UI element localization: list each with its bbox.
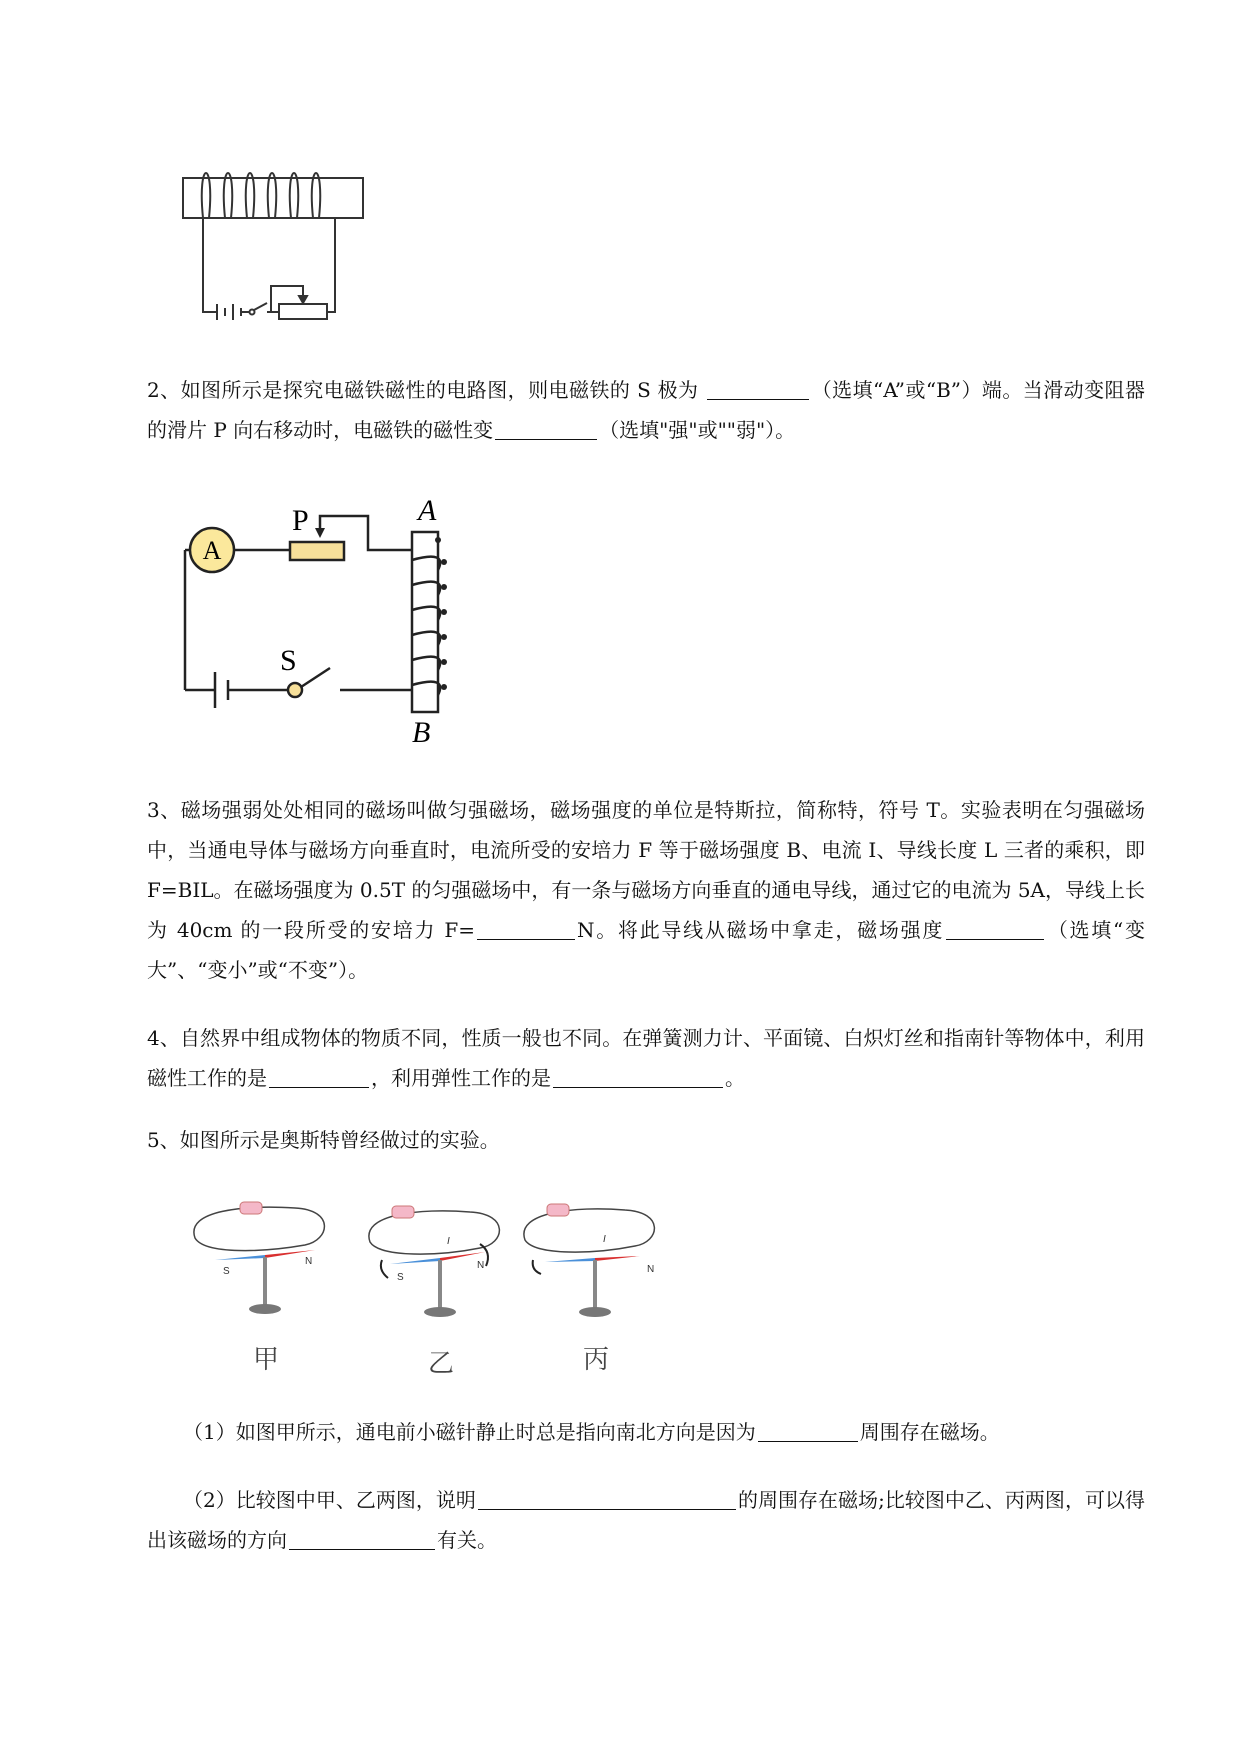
yi-south-label: S [397,1272,404,1283]
q4-text-3: 。 [725,1066,745,1090]
q4-text-2: ，利用弹性工作的是 [371,1066,551,1090]
fig-label-bing: 丙 [583,1345,610,1375]
q5-sub1-text-a: （1）如图甲所示，通电前小磁针静止时总是指向南北方向是因为 [183,1420,756,1444]
q2-text-2: （选填“A”或“B”）端。当滑动变阻器的滑片 P 向右移动时，电磁铁的磁性变 [147,378,1145,442]
bing-north-label: N [647,1264,655,1275]
q3-text-2: N。将此导线从磁场中拿走，磁场强度 [576,918,945,942]
oersted-experiment-figure [185,1200,685,1380]
q2-blank-s-pole[interactable] [707,377,809,400]
fig-label-jia: 甲 [253,1345,280,1375]
q5-subquestion-1 [183,1412,1145,1452]
solenoid-coil [202,173,320,218]
slider-label: P [292,504,309,537]
solenoid-circuit-figure [175,160,375,330]
question-4 [147,1018,1145,1098]
end-a-label: A [418,494,437,527]
q5-subquestion-2 [147,1480,1145,1560]
q5-sub2-text-c: 有关。 [437,1528,497,1552]
q4-blank-magnetic[interactable] [269,1065,369,1088]
question-3 [147,790,1145,990]
q2-blank-magnetism[interactable] [495,417,597,440]
q3-blank-force[interactable] [477,917,575,940]
q5-sub2-blank-2[interactable] [289,1527,435,1550]
q3-text-1: 3、磁场强弱处处相同的磁场叫做匀强磁场，磁场强度的单位是特斯拉，简称特，符号 T。实验表明在匀强磁场中，当通电导体与磁场方向垂直时，电流所受的安培力 F 等于磁场强度 B、电流 I、导线长度 L 三者的乘积，即 F=BIL。在磁场强度为 0.5T 的匀强磁场中，有一条与磁场方向垂直的通电导线，通过它的电流为 5A，导线上长为 40cm 的一段所受的安培力 F= [147,798,1145,942]
q4-text-1: 4、自然界中组成物体的物质不同，性质一般也不同。在弹簧测力计、平面镜、白炽灯丝和指南针等物体中，利用磁性工作的是 [147,1026,1145,1090]
question-5 [147,1120,1145,1160]
setup-bing [524,1204,655,1317]
q5-text: 5、如图所示是奥斯特曾经做过的实验。 [147,1128,500,1152]
q5-sub1-blank[interactable] [758,1419,858,1442]
q3-text-3: （选填“变大”、“变小”或“不变”）。 [147,918,1146,982]
electromagnet-circuit-figure [170,490,510,750]
question-2 [147,370,1145,450]
switch-label: S [280,644,297,677]
q2-text-3: （选填"强"或""弱"）。 [599,418,796,442]
jia-north-label: N [305,1256,313,1267]
q5-sub2-text-a: （2）比较图中甲、乙两图，说明 [183,1488,476,1512]
yi-current-label: I [447,1236,450,1247]
ammeter-label: A [202,536,222,565]
q5-sub1-text-b: 周围存在磁场。 [859,1420,1000,1444]
q5-sub2-text-b: 的周围存在磁场;比较图中乙、丙两图，可以得出该磁场的方向 [147,1488,1145,1552]
q3-blank-field[interactable] [946,917,1044,940]
q2-text-1: 2、如图所示是探究电磁铁磁性的电路图，则电磁铁的 S 极为 [147,378,706,402]
q5-sub2-blank-1[interactable] [478,1487,736,1510]
yi-north-label: N [477,1260,485,1271]
q4-blank-elastic[interactable] [553,1065,723,1088]
end-b-label: B [412,716,431,749]
bing-current-label: I [603,1234,606,1245]
fig-label-yi: 乙 [428,1349,455,1379]
jia-south-label: S [223,1266,230,1277]
